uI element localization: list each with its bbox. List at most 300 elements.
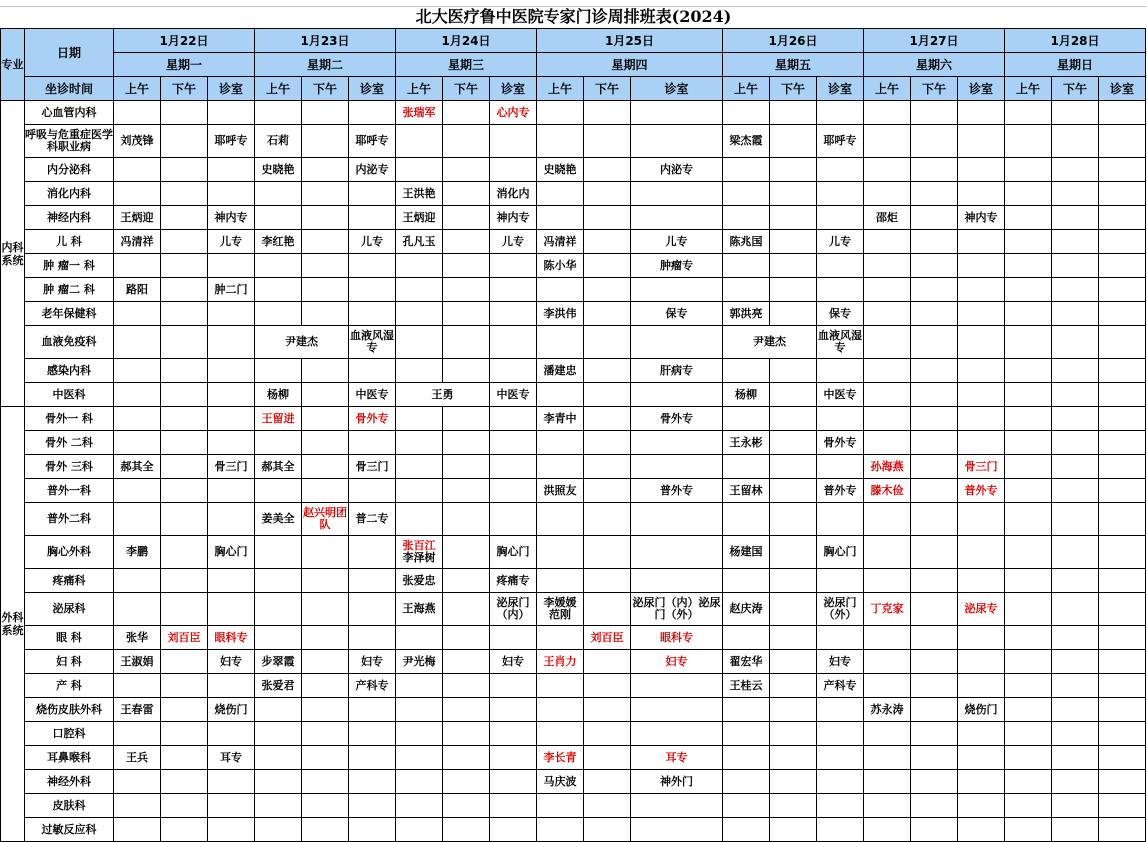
doctor-am-cell [396, 770, 443, 794]
doctor-pm-cell [443, 182, 490, 206]
header-weekday-7: 星期日 [1005, 53, 1146, 77]
department-name: 骨外 三科 [25, 455, 114, 479]
room-cell [349, 626, 396, 650]
room-cell [490, 455, 537, 479]
doctor-am-cell [723, 503, 770, 536]
doctor-am-cell [864, 326, 911, 359]
department-name: 妇 科 [25, 650, 114, 674]
doctor-pm-cell [443, 794, 490, 818]
doctor-am-cell: 张爱忠 [396, 569, 443, 593]
doctor-pm-cell [770, 302, 817, 326]
doctor-am-cell [1005, 230, 1052, 254]
doctor-am-cell [864, 302, 911, 326]
doctor-pm-cell [770, 407, 817, 431]
doctor-am-cell [864, 569, 911, 593]
room-cell [490, 722, 537, 746]
room-cell: 血液风湿专 [349, 326, 396, 359]
doctor-pm-cell [1052, 503, 1099, 536]
doctor-am-cell [1005, 818, 1052, 842]
doctor-pm-cell [1052, 698, 1099, 722]
room-cell [490, 674, 537, 698]
doctor-pm-cell [770, 359, 817, 383]
doctor-pm-cell [770, 125, 817, 158]
doctor-pm-cell [443, 674, 490, 698]
room-cell [1099, 818, 1146, 842]
department-name: 眼 科 [25, 626, 114, 650]
doctor-pm-cell [1052, 722, 1099, 746]
doctor-pm-cell [584, 479, 631, 503]
room-cell: 保专 [817, 302, 864, 326]
room-cell: 神内专 [958, 206, 1005, 230]
room-cell [1099, 383, 1146, 407]
doctor-pm-cell [161, 479, 208, 503]
doctor-pm-cell [1052, 626, 1099, 650]
room-cell [1099, 326, 1146, 359]
header-weekday-6: 星期六 [864, 53, 1005, 77]
room-cell [817, 455, 864, 479]
doctor-pm-cell [302, 407, 349, 431]
room-cell: 妇专 [490, 650, 537, 674]
doctor-am-cell [255, 722, 302, 746]
doctor-am-cell [114, 431, 161, 455]
doctor-pm-cell [1052, 431, 1099, 455]
table-row [1, 302, 1146, 326]
doctor-pm-cell [1052, 794, 1099, 818]
doctor-am-cell [114, 770, 161, 794]
doctor-am-cell: 滕木俭 [864, 479, 911, 503]
doctor-am-cell [114, 359, 161, 383]
doctor-am-cell: 杨建国 [723, 536, 770, 569]
header-am: 上午 [723, 77, 770, 101]
doctor-am-cell [864, 818, 911, 842]
doctor-am-cell: 苏永涛 [864, 698, 911, 722]
doctor-pm-cell [443, 626, 490, 650]
doctor-am-cell [396, 254, 443, 278]
doctor-pm-cell [161, 278, 208, 302]
doctor-pm-cell [161, 101, 208, 125]
header-room: 诊室 [817, 77, 864, 101]
doctor-am-cell: 杨柳 [723, 383, 770, 407]
doctor-am-cell [255, 278, 302, 302]
doctor-pm-cell [584, 407, 631, 431]
doctor-pm-cell [161, 818, 208, 842]
room-cell [1099, 278, 1146, 302]
doctor-am-cell: 郝其全 [114, 455, 161, 479]
doctor-am-cell [537, 326, 584, 359]
doctor-pm-cell [443, 593, 490, 626]
doctor-am-cell [723, 278, 770, 302]
department-name: 血液免疫科 [25, 326, 114, 359]
doctor-am-cell [864, 770, 911, 794]
doctor-am-cell [537, 383, 584, 407]
doctor-am-cell [114, 794, 161, 818]
room-cell: 骨外专 [631, 407, 723, 431]
doctor-pm-cell [161, 650, 208, 674]
doctor-am-cell: 梁杰霞 [723, 125, 770, 158]
table-row [1, 536, 1146, 569]
department-name: 普外二科 [25, 503, 114, 536]
room-cell [490, 254, 537, 278]
doctor-pm-cell [302, 230, 349, 254]
room-cell: 内泌专 [631, 158, 723, 182]
doctor-pm-cell [443, 302, 490, 326]
room-cell [490, 746, 537, 770]
room-cell [349, 536, 396, 569]
doctor-pm-cell [911, 302, 958, 326]
header-weekday-2: 星期二 [255, 53, 396, 77]
room-cell [1099, 746, 1146, 770]
doctor-pm-cell [161, 794, 208, 818]
doctor-pm-cell [302, 125, 349, 158]
doctor-pm-cell [443, 431, 490, 455]
doctor-am-cell [864, 158, 911, 182]
doctor-pm-cell [584, 503, 631, 536]
room-cell [958, 794, 1005, 818]
doctor-am-cell [537, 698, 584, 722]
doctor-pm-cell [443, 770, 490, 794]
department-name: 呼吸与危重症医学科职业病 [25, 125, 114, 158]
header-weekday-4: 星期四 [537, 53, 723, 77]
doctor-pm-cell [911, 722, 958, 746]
header-pm: 下午 [770, 77, 817, 101]
room-cell: 烧伤门 [208, 698, 255, 722]
doctor-pm-cell [1052, 593, 1099, 626]
doctor-pm-cell [1052, 569, 1099, 593]
doctor-pm-cell [1052, 455, 1099, 479]
table-row [1, 698, 1146, 722]
doctor-am-cell [114, 479, 161, 503]
doctor-am-cell [114, 569, 161, 593]
table-row [1, 278, 1146, 302]
header-pm: 下午 [1052, 77, 1099, 101]
doctor-pm-cell [770, 722, 817, 746]
room-cell [817, 698, 864, 722]
doctor-am-cell: 石莉 [255, 125, 302, 158]
room-cell: 眼科专 [208, 626, 255, 650]
room-cell: 普外专 [958, 479, 1005, 503]
doctor-pm-cell [443, 650, 490, 674]
room-cell [958, 254, 1005, 278]
department-name: 耳鼻喉科 [25, 746, 114, 770]
room-cell [958, 125, 1005, 158]
room-cell: 妇专 [208, 650, 255, 674]
doctor-pm-cell [584, 125, 631, 158]
doctor-am-cell [255, 182, 302, 206]
room-cell [1099, 302, 1146, 326]
schedule-table [0, 28, 1146, 842]
doctor-pm-cell [770, 230, 817, 254]
doctor-pm-cell [1052, 818, 1099, 842]
doctor-am-cell: 王淑娟 [114, 650, 161, 674]
room-cell [1099, 158, 1146, 182]
doctor-am-cell [864, 230, 911, 254]
doctor-pm-cell [911, 182, 958, 206]
doctor-pm-cell [161, 431, 208, 455]
doctor-am-cell: 马庆波 [537, 770, 584, 794]
room-cell [349, 182, 396, 206]
header-date-5: 1月26日 [723, 29, 864, 53]
room-cell [349, 746, 396, 770]
header-date-7: 1月28日 [1005, 29, 1146, 53]
doctor-pm-cell [1052, 125, 1099, 158]
doctor-pm-cell [161, 302, 208, 326]
room-cell [208, 302, 255, 326]
department-name: 老年保健科 [25, 302, 114, 326]
doctor-am-cell: 王春雷 [114, 698, 161, 722]
doctor-pm-cell [911, 431, 958, 455]
header-weekday-5: 星期五 [723, 53, 864, 77]
room-cell [817, 503, 864, 536]
header-specialty: 专业 [1, 29, 25, 101]
room-cell [631, 698, 723, 722]
doctor-pm-cell [770, 479, 817, 503]
doctor-am-cell [114, 158, 161, 182]
doctor-am-cell [114, 722, 161, 746]
doctor-pm-cell [584, 278, 631, 302]
doctor-am-cell [723, 182, 770, 206]
room-cell [631, 182, 723, 206]
doctor-am-cell [396, 407, 443, 431]
room-cell [1099, 722, 1146, 746]
department-name: 内分泌科 [25, 158, 114, 182]
doctor-am-cell [864, 431, 911, 455]
table-row [1, 230, 1146, 254]
doctor-pm-cell [911, 230, 958, 254]
doctor-pm-cell [443, 479, 490, 503]
room-cell: 保专 [631, 302, 723, 326]
doctor-am-cell [396, 278, 443, 302]
doctor-am-cell [114, 407, 161, 431]
doctor-am-cell [723, 407, 770, 431]
room-cell [349, 569, 396, 593]
room-cell [490, 326, 537, 359]
doctor-am-cell [396, 302, 443, 326]
room-cell [631, 818, 723, 842]
room-cell [958, 182, 1005, 206]
doctor-pm-cell [770, 770, 817, 794]
room-cell [208, 593, 255, 626]
header-am: 上午 [114, 77, 161, 101]
doctor-pm-cell [584, 569, 631, 593]
doctor-pm-cell [770, 182, 817, 206]
header-date-1: 1月22日 [114, 29, 255, 53]
room-cell: 骨三门 [958, 455, 1005, 479]
doctor-am-cell: 王留进 [255, 407, 302, 431]
doctor-pm-cell [584, 536, 631, 569]
room-cell: 泌尿门（外） [817, 593, 864, 626]
doctor-am-cell [537, 626, 584, 650]
department-name: 肿 瘤二 科 [25, 278, 114, 302]
header-pm: 下午 [911, 77, 958, 101]
room-cell [208, 479, 255, 503]
room-cell [208, 383, 255, 407]
doctor-pm-cell [1052, 182, 1099, 206]
doctor-am-cell [723, 101, 770, 125]
header-weekday-3: 星期三 [396, 53, 537, 77]
room-cell [631, 206, 723, 230]
room-cell [490, 479, 537, 503]
doctor-pm-cell: 刘百臣 [161, 626, 208, 650]
room-cell [349, 278, 396, 302]
room-cell [631, 383, 723, 407]
room-cell [208, 770, 255, 794]
doctor-cell: 尹建杰 [255, 326, 349, 359]
header-pm: 下午 [584, 77, 631, 101]
doctor-pm-cell [911, 650, 958, 674]
doctor-pm-cell [161, 722, 208, 746]
doctor-pm-cell [911, 569, 958, 593]
doctor-pm-cell [584, 431, 631, 455]
room-cell [208, 674, 255, 698]
doctor-am-cell: 史晓艳 [255, 158, 302, 182]
header-session: 坐诊时间 [25, 77, 114, 101]
doctor-am-cell [864, 650, 911, 674]
doctor-pm-cell [1052, 383, 1099, 407]
doctor-am-cell [723, 770, 770, 794]
room-cell [349, 593, 396, 626]
doctor-pm-cell [443, 407, 490, 431]
room-cell [490, 302, 537, 326]
room-cell [208, 503, 255, 536]
doctor-pm-cell [161, 359, 208, 383]
room-cell [490, 431, 537, 455]
room-cell [958, 818, 1005, 842]
doctor-am-cell [723, 698, 770, 722]
doctor-pm-cell [770, 383, 817, 407]
doctor-pm-cell [911, 674, 958, 698]
table-row [1, 794, 1146, 818]
room-cell: 胸心门 [490, 536, 537, 569]
doctor-am-cell: 王留林 [723, 479, 770, 503]
room-cell: 耳专 [208, 746, 255, 770]
room-cell: 耶呼专 [208, 125, 255, 158]
room-cell [817, 254, 864, 278]
doctor-am-cell [864, 101, 911, 125]
doctor-pm-cell [584, 383, 631, 407]
doctor-pm-cell [443, 125, 490, 158]
header-room: 诊室 [490, 77, 537, 101]
doctor-pm-cell [161, 770, 208, 794]
doctor-am-cell: 李红艳 [255, 230, 302, 254]
doctor-am-cell [255, 302, 302, 326]
table-row [1, 455, 1146, 479]
doctor-pm-cell [911, 770, 958, 794]
doctor-pm-cell [161, 125, 208, 158]
doctor-pm-cell [1052, 650, 1099, 674]
doctor-pm-cell [1052, 326, 1099, 359]
room-cell [1099, 206, 1146, 230]
room-cell [349, 206, 396, 230]
room-cell [817, 407, 864, 431]
doctor-name-highlight: 张百江 [402, 539, 436, 552]
doctor-pm-cell [302, 206, 349, 230]
doctor-pm-cell [770, 593, 817, 626]
doctor-am-cell [864, 359, 911, 383]
room-cell [958, 326, 1005, 359]
room-cell [1099, 536, 1146, 569]
doctor-am-cell [396, 479, 443, 503]
doctor-am-cell: 步翠霞 [255, 650, 302, 674]
doctor-pm-cell [1052, 407, 1099, 431]
room-cell [349, 794, 396, 818]
room-cell [1099, 359, 1146, 383]
doctor-am-cell [723, 206, 770, 230]
doctor-am-cell [1005, 794, 1052, 818]
doctor-am-cell [723, 158, 770, 182]
doctor-pm-cell [911, 746, 958, 770]
doctor-am-cell [864, 794, 911, 818]
room-cell [208, 182, 255, 206]
doctor-pm-cell [443, 569, 490, 593]
doctor-pm-cell [443, 230, 490, 254]
doctor-am-cell: 陈兆国 [723, 230, 770, 254]
department-name: 皮肤科 [25, 794, 114, 818]
doctor-pm-cell [302, 536, 349, 569]
department-name: 骨外一 科 [25, 407, 114, 431]
header-am: 上午 [396, 77, 443, 101]
room-cell: 肿二门 [208, 278, 255, 302]
doctor-pm-cell [161, 536, 208, 569]
doctor-pm-cell [1052, 479, 1099, 503]
room-cell: 肿瘤专 [631, 254, 723, 278]
department-name: 感染内科 [25, 359, 114, 383]
doctor-am-cell [1005, 431, 1052, 455]
doctor-am-cell [114, 383, 161, 407]
room-cell [490, 158, 537, 182]
doctor-pm-cell: 赵兴明团队 [302, 503, 349, 536]
doctor-am-cell [1005, 746, 1052, 770]
doctor-am-cell [396, 359, 443, 383]
room-cell [490, 818, 537, 842]
doctor-pm-cell [161, 206, 208, 230]
room-cell [490, 794, 537, 818]
room-cell [817, 278, 864, 302]
doctor-am-cell [864, 536, 911, 569]
room-cell [349, 254, 396, 278]
doctor-pm-cell [584, 158, 631, 182]
doctor-am-cell [1005, 125, 1052, 158]
doctor-pm-cell [770, 158, 817, 182]
room-cell [208, 569, 255, 593]
doctor-pm-cell [302, 479, 349, 503]
room-cell [631, 326, 723, 359]
doctor-am-cell: 翟宏华 [723, 650, 770, 674]
room-cell [1099, 182, 1146, 206]
room-cell [208, 794, 255, 818]
doctor-am-cell: 张瑞军 [396, 101, 443, 125]
doctor-am-cell [396, 746, 443, 770]
doctor-pm-cell [770, 674, 817, 698]
doctor-pm-cell [911, 818, 958, 842]
doctor-pm-cell [443, 101, 490, 125]
doctor-pm-cell [161, 254, 208, 278]
room-cell [1099, 407, 1146, 431]
doctor-am-cell: 陈小华 [537, 254, 584, 278]
doctor-am-cell: 孔凡玉 [396, 230, 443, 254]
doctor-pm-cell [302, 302, 349, 326]
department-name: 过敏反应科 [25, 818, 114, 842]
room-cell: 心内专 [490, 101, 537, 125]
doctor-pm-cell [770, 254, 817, 278]
doctor-pm-cell [911, 503, 958, 536]
doctor-pm-cell [770, 626, 817, 650]
doctor-pm-cell [911, 593, 958, 626]
room-cell [958, 503, 1005, 536]
doctor-am-cell [1005, 593, 1052, 626]
room-cell: 普外专 [817, 479, 864, 503]
room-cell: 神内专 [208, 206, 255, 230]
room-cell [1099, 593, 1146, 626]
